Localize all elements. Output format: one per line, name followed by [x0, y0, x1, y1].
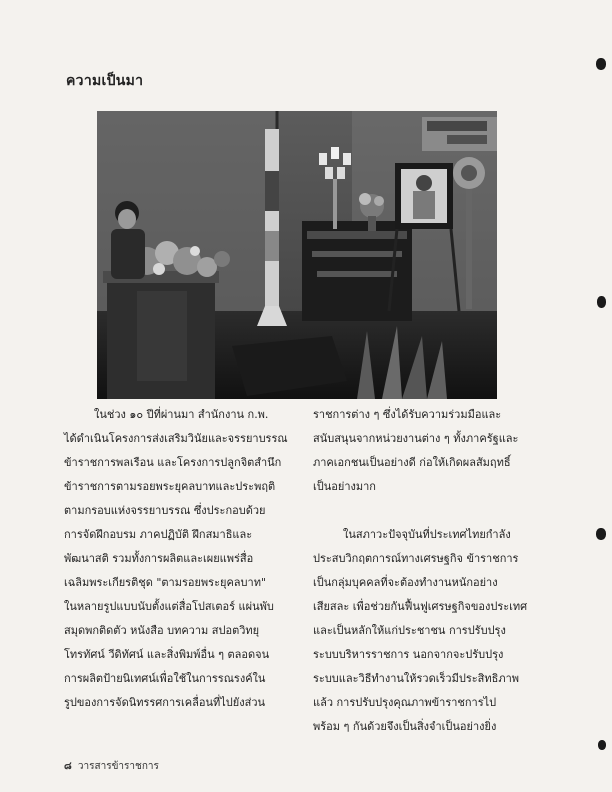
paragraph-line: ในสภาวะปัจจุบันที่ประเทศไทยกำลัง — [343, 528, 511, 541]
paragraph-line: ราชการต่าง ๆ ซึ่งได้รับความร่วมมือและ — [313, 408, 502, 421]
paragraph-line: ในช่วง ๑๐ ปีที่ผ่านมา สำนักงาน ก.พ. — [94, 408, 269, 421]
paragraph-line: พร้อม ๆ กันด้วยจึงเป็นสิ่งจำเป็นอย่างยิ่ง — [313, 720, 497, 733]
paragraph-line: รูปของการจัดนิทรรศการเคลื่อนที่ไปยังส่วน — [64, 696, 266, 709]
paragraph-line: ประสบวิกฤตการณ์ทางเศรษฐกิจ ข้าราชการ — [313, 552, 519, 565]
paragraph-line: ได้ดำเนินโครงการส่งเสริมวินัยและจรรยาบรรณ — [64, 432, 288, 445]
paragraph-line: ข้าราชการพลเรือน และโครงการปลูกจิตสำนึก — [64, 456, 282, 469]
publication-name: วารสารข้าราชการ — [77, 761, 159, 772]
paragraph-line: ตามกรอบแห่งจรรยาบรรณ ซึ่งประกอบด้วย — [64, 504, 266, 517]
section-heading: ความเป็นมา — [66, 73, 144, 89]
event-photo-image — [97, 111, 497, 399]
paragraph-line: ระบบและวิธีทำงานให้รวดเร็วมีประสิทธิภาพ — [313, 672, 520, 685]
punch-hole-mark — [597, 296, 606, 308]
paragraph-line: การจัดฝึกอบรม ภาคปฏิบัติ ฝึกสมาธิและ — [64, 528, 253, 541]
paragraph-line: แล้ว การปรับปรุงคุณภาพข้าราชการไป — [313, 696, 497, 709]
paragraph-line: ในหลายรูปแบบนับตั้งแต่สื่อโปสเตอร์ แผ่นพับ — [64, 600, 274, 613]
paragraph-line: พัฒนาสติ รวมทั้งการผลิตและเผยแพร่สื่อ — [64, 552, 254, 565]
paragraph-gap — [313, 499, 513, 523]
left-text-column — [64, 403, 288, 715]
paragraph-line: เฉลิมพระเกียรติชุด "ตามรอยพระยุคลบาท" — [64, 576, 267, 589]
paragraph-line: สมุดพกติดตัว หนังสือ บทความ สปอตวิทยุ — [64, 624, 260, 637]
page-footer — [64, 759, 159, 774]
paragraph-line: เสียสละ เพื่อช่วยกันฟื้นฟูเศรษฐกิจของประเทศ — [313, 600, 528, 613]
event-photo — [97, 111, 497, 399]
paragraph-line: เป็นอย่างมาก — [313, 480, 376, 493]
punch-hole-mark — [596, 58, 606, 70]
paragraph-line: ภาคเอกชนเป็นอย่างดี ก่อให้เกิดผลสัมฤทธิ์ — [313, 456, 511, 469]
paragraph-line: ข้าราชการตามรอยพระยุคลบาทและประพฤติ — [64, 480, 276, 493]
paragraph-line: โทรทัศน์ วีดิทัศน์ และสิ่งพิมพ์อื่น ๆ ตลอดจน — [64, 648, 270, 661]
page-number: ๘ — [64, 761, 72, 772]
punch-hole-mark — [596, 528, 606, 540]
paragraph-line: เป็นกลุ่มบุคคลที่จะต้องทำงานหนักอย่าง — [313, 576, 498, 589]
punch-hole-mark — [598, 740, 606, 750]
paragraph-line: ระบบบริหารราชการ นอกจากจะปรับปรุง — [313, 648, 504, 661]
right-text-column — [313, 403, 528, 739]
paragraph-line: และเป็นหลักให้แก่ประชาชน การปรับปรุง — [313, 624, 506, 637]
paragraph-line: การผลิตป้ายนิเทศน์เพื่อใช้ในการรณรงค์ใน — [64, 672, 266, 685]
paragraph-line: สนับสนุนจากหน่วยงานต่าง ๆ ทั้งภาครัฐและ — [313, 432, 519, 445]
